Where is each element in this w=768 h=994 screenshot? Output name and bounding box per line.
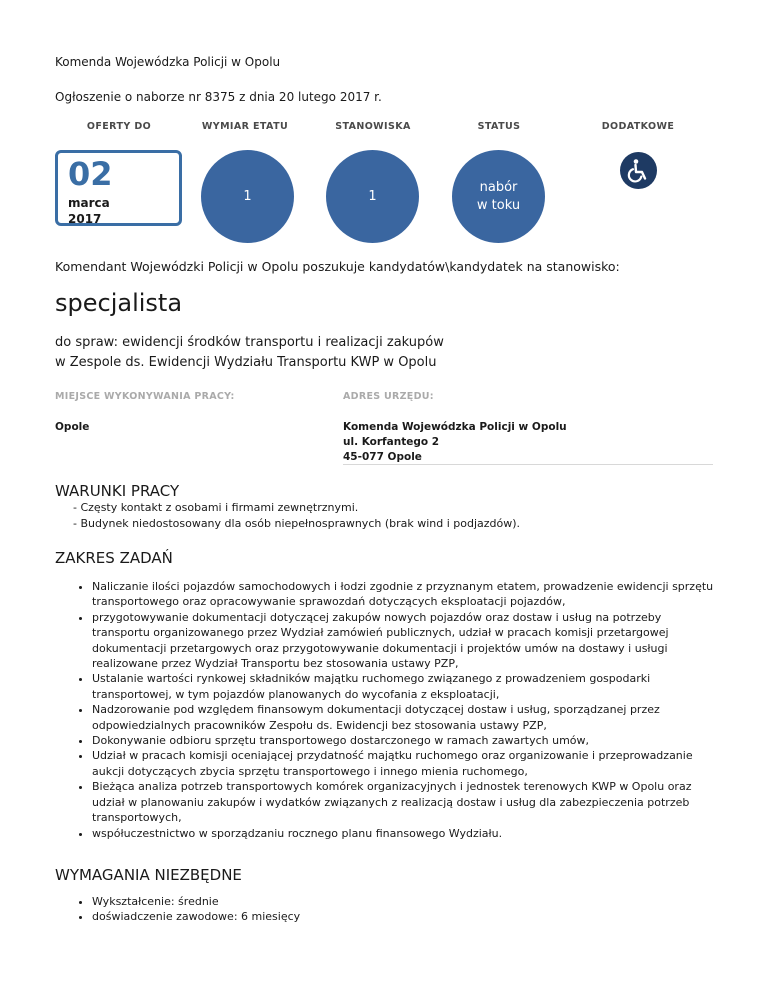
office-address-line-1: Komenda Wojewódzka Policji w Opolu xyxy=(343,421,567,433)
column-header-status: STATUS xyxy=(477,121,521,132)
status-line-2: w toku xyxy=(476,197,521,213)
deadline-month: marca xyxy=(68,196,110,210)
office-address-line-3: 45-077 Opole xyxy=(343,451,422,463)
column-header-extra: DODATKOWE xyxy=(601,121,675,132)
column-header-positions: STANOWISKA xyxy=(335,121,411,132)
requirements-heading: WYMAGANIA NIEZBĘDNE xyxy=(55,866,242,884)
column-header-deadline: OFERTY DO xyxy=(86,121,152,132)
status-circle xyxy=(452,150,545,243)
list-item: • współuczestnictwo w sporządzaniu rocznego planu finansowego Wydziału. xyxy=(92,826,722,841)
position-description-line-2: w Zespole ds. Ewidencji Wydziału Transportu KWP w Opolu xyxy=(55,355,437,370)
intro-text: Komendant Wojewódzki Policji w Opolu poszukuje kandydatów\kandydatek na stanowisko: xyxy=(55,259,620,274)
list-item: • Nadzorowanie pod względem finansowym dokumentacji dotyczącej dostaw i usług, sporządzanej przez odpowiedzialnych pracowników Zespołu ds. Ewidencji bez stosowania ustawy PZP, xyxy=(92,702,722,733)
position-title: specjalista xyxy=(55,289,183,317)
institution-name: Komenda Wojewódzka Policji w Opolu xyxy=(55,55,281,69)
condition-line: - Częsty kontakt z osobami i firmami zewnętrznymi. xyxy=(73,501,359,514)
office-address-label: ADRES URZĘDU: xyxy=(343,391,434,402)
wheelchair-accessibility-icon xyxy=(620,152,657,189)
etat-value: 1 xyxy=(243,188,252,204)
list-item: • doświadczenie zawodowe: 6 miesięcy xyxy=(92,909,722,924)
list-item: • Naliczanie ilości pojazdów samochodowych i łodzi zgodnie z przyznanym etatem, prowadzenie ewidencji sprzętu transportowego oraz opracowywanie sprawozdań dotyczących eksploatacji pojazdów, xyxy=(92,579,722,610)
list-item: • Udział w pracach komisji oceniającej przydatność majątku ruchomego oraz organizowanie i przeprowadzanie aukcji dotyczących zbycia sprzętu transportowego i innego mienia ruchomego, xyxy=(92,748,722,779)
deadline-box xyxy=(55,150,182,226)
positions-value: 1 xyxy=(368,188,377,204)
requirements-list xyxy=(55,894,722,925)
list-item: • Ustalanie wartości rynkowej składników majątku ruchomego związanego z prowadzeniem gospodarki transportowej, w tym pojazdów planowanych do wycofania z eksploatacji, xyxy=(92,671,722,702)
work-place-label: MIEJSCE WYKONYWANIA PRACY: xyxy=(55,391,235,402)
status-line-1: nabór xyxy=(479,179,518,195)
position-description-line-1: do spraw: ewidencji środków transportu i realizacji zakupów xyxy=(55,335,444,350)
duties-list xyxy=(55,579,722,841)
duties-heading: ZAKRES ZADAŃ xyxy=(55,549,173,567)
office-address-line-2: ul. Korfantego 2 xyxy=(343,436,440,448)
list-item: • Wykształcenie: średnie xyxy=(92,894,722,909)
condition-line: - Budynek niedostosowany dla osób niepełnosprawnych (brak wind i podjazdów). xyxy=(73,517,521,530)
list-item: • Dokonywanie odbioru sprzętu transportowego dostarczonego w ramach zawartych umów, xyxy=(92,733,722,748)
work-place-value: Opole xyxy=(55,421,90,433)
etat-circle xyxy=(201,150,294,243)
column-header-etat: WYMIAR ETATU xyxy=(201,121,289,132)
notice-title: Ogłoszenie o naborze nr 8375 z dnia 20 lutego 2017 r. xyxy=(55,90,382,104)
positions-circle xyxy=(326,150,419,243)
list-item: • przygotowywanie dokumentacji dotyczącej zakupów nowych pojazdów oraz dostaw i usług na potrzeby transportu organizowanego przez Wydział zamówień publicznych, udział w pracach komisji przetargowej dokumentacji przetargowych oraz przygotowywanie dokumentacji i projektów umów na dostawy i usługi realizowane przez Wydział Transportu bez stosowania ustawy PZP, xyxy=(92,610,722,672)
deadline-day: 02 xyxy=(68,155,113,193)
deadline-year: 2017 xyxy=(68,212,102,226)
list-item: • Bieżąca analiza potrzeb transportowych komórek organizacyjnych i jednostek terenowych KWP w Opolu oraz udział w planowaniu zakupów i wydatków związanych z realizacją dostaw i usług dla zabezpieczenia potrzeb transportowych, xyxy=(92,779,722,825)
conditions-heading: WARUNKI PRACY xyxy=(55,482,180,500)
divider xyxy=(343,464,713,465)
